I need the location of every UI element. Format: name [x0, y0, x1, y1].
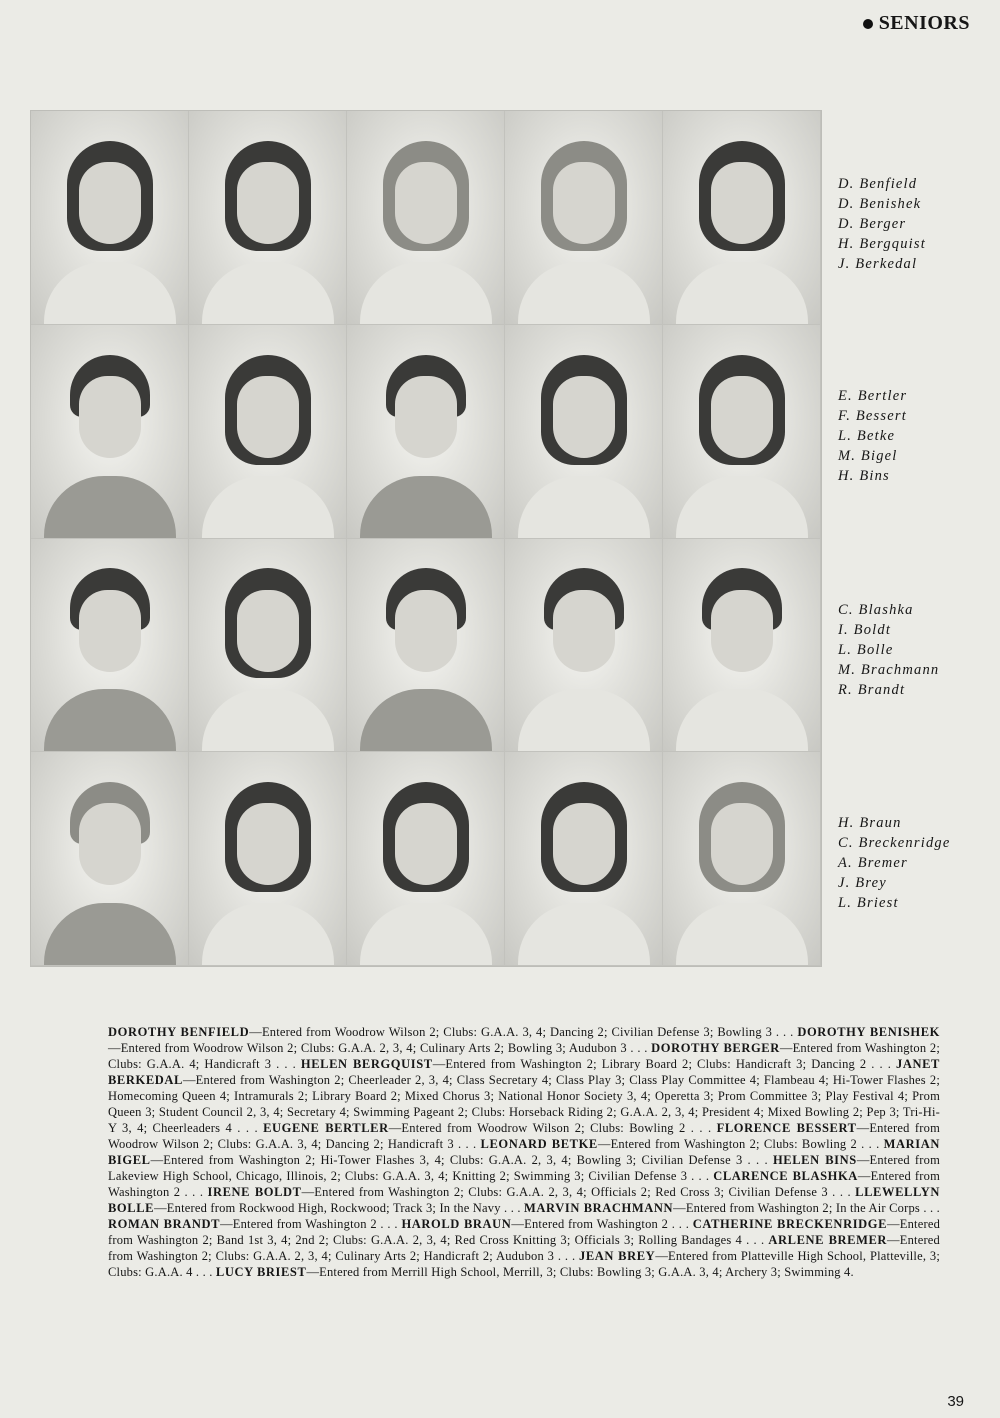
bio-text: —Entered from Washington 2; Band 1st 3, 4; 2nd 2; Clubs: G.A.A. 2, 3, 4; Red Cross Knitting 3; Officials 3; Rolling Bandages 4 . . .	[108, 1217, 941, 1247]
bio-text: —Entered from Woodrow Wilson 2; Clubs: G.A.A. 3, 4; Dancing 2; Handicraft 3 . . .	[108, 1121, 940, 1151]
section-header	[863, 12, 970, 35]
bio-name: LUCY BRIEST	[215, 1265, 307, 1279]
portrait-photo	[505, 539, 663, 753]
bio-name: DOROTHY BENFIELD	[108, 1025, 250, 1039]
bio-name: HAROLD BRAUN	[401, 1217, 512, 1231]
student-name: D. Berger	[838, 216, 907, 232]
student-name: J. Berkedal	[838, 256, 918, 272]
portrait-photo	[347, 539, 505, 753]
bio-text: —Entered from Washington 2; Clubs: G.A.A. 2, 3, 4; Officials 2; Red Cross 3; Civilian Defense 3 . . .	[301, 1185, 851, 1199]
bio-name: EUGENE BERTLER	[263, 1121, 389, 1135]
student-name: I. Boldt	[838, 622, 892, 638]
portrait-photo	[347, 111, 505, 325]
portrait-photo	[31, 325, 189, 539]
bio-name: DOROTHY BERGER	[651, 1041, 780, 1055]
row-names	[838, 386, 907, 486]
bio-text: —Entered from Washington 2; Clubs: G.A.A. 4; Handicraft 3 . . .	[108, 1041, 940, 1071]
bio-text: —Entered from Woodrow Wilson 2; Clubs: G.A.A. 3, 4; Dancing 2; Civilian Defense 3; Bowling 3 . . .	[249, 1025, 794, 1039]
bio-name: JANET BERKEDAL	[108, 1057, 940, 1087]
bio-text: —Entered from Washington 2; Cheerleader 2, 3, 4; Class Secretary 4; Class Play 3; Class Play Committee 4; Flambeau 4; Hi-Tower Flashes 2; Homecoming Queen 4; Intramurals 2; Library Board 2; Mixed Chorus 3; National Honor Society 3, 4; Operetta 3; Prom Committee 3; Play Festival 4; Prom Queen 3; Student Council 2, 3, 4; Secretary 4; Swimming Pageant 2; Clubs: Horseback Riding 2; G.A.A. 2, 3, 4; President 4; Mixed Bowling 2; Pep 3; Tri-Hi-Y 3, 4; Cheerleaders 4 . . .	[108, 1073, 940, 1135]
bio-text: —Entered from Washington 2; Hi-Tower Flashes 3, 4; Clubs: G.A.A. 2, 3, 4; Bowling 3; Civilian Defense 3 . . .	[150, 1153, 768, 1167]
bio-text: —Entered from Merrill High School, Merrill, 3; Clubs: Bowling 3; G.A.A. 3, 4; Archery 3; Swimming 4.	[306, 1265, 854, 1279]
bio-name: DOROTHY BENISHEK	[797, 1025, 940, 1039]
bio-text: —Entered from Washington 2; Clubs: Bowling 2 . . .	[597, 1137, 880, 1151]
bio-text: —Entered from Woodrow Wilson 2; Clubs: G.A.A. 2, 3, 4; Culinary Arts 2; Bowling 3; Audubon 3 . . .	[108, 1041, 648, 1055]
student-name: H. Bins	[838, 468, 890, 484]
bio-text: —Entered from Washington 2; In the Air Corps . . .	[673, 1201, 940, 1215]
bio-name: ARLENE BREMER	[768, 1233, 888, 1247]
student-name: M. Bigel	[838, 448, 898, 464]
bio-text: —Entered from Platteville High School, Platteville, 3; Clubs: G.A.A. 4 . . .	[108, 1249, 941, 1279]
student-name: D. Benfield	[838, 176, 918, 192]
bio-name: LLEWELLYN BOLLE	[108, 1185, 941, 1215]
bio-text: —Entered from Washington 2 . . .	[220, 1217, 398, 1231]
portrait-photo	[663, 752, 821, 966]
row-names	[838, 600, 939, 700]
bio-name: MARVIN BRACHMANN	[524, 1201, 674, 1215]
bio-name: JEAN BREY	[579, 1249, 656, 1263]
portrait-photo	[31, 752, 189, 966]
page-number: 39	[947, 1393, 964, 1410]
bio-name: HELEN BINS	[772, 1153, 857, 1167]
student-name: H. Bergquist	[838, 236, 926, 252]
bio-name: HELEN BERGQUIST	[300, 1057, 433, 1071]
bio-name: CLARENCE BLASHKA	[713, 1169, 858, 1183]
bullet-icon	[863, 19, 873, 29]
student-name: R. Brandt	[838, 682, 906, 698]
portrait-photo	[505, 752, 663, 966]
portrait-photo	[505, 325, 663, 539]
portrait-photo	[505, 111, 663, 325]
student-name: A. Bremer	[838, 855, 908, 871]
row-names	[838, 174, 926, 274]
student-name: D. Benishek	[838, 196, 922, 212]
student-name: H. Braun	[838, 815, 902, 831]
student-name: J. Brey	[838, 875, 887, 891]
student-name: M. Brachmann	[838, 662, 940, 678]
bio-name: LEONARD BETKE	[480, 1137, 598, 1151]
portrait-photo	[347, 752, 505, 966]
portrait-photo	[663, 539, 821, 753]
portrait-grid	[30, 110, 822, 967]
biography-paragraph	[108, 1024, 940, 1280]
student-name: E. Bertler	[838, 388, 908, 404]
bio-name: MARIAN BIGEL	[108, 1137, 940, 1167]
student-name: F. Bessert	[838, 408, 907, 424]
student-name: L. Betke	[838, 428, 896, 444]
portrait-photo	[189, 325, 347, 539]
bio-text: —Entered from Rockwood High, Rockwood; Track 3; In the Navy . . .	[154, 1201, 521, 1215]
student-name: L. Bolle	[838, 642, 894, 658]
bio-text: —Entered from Washington 2 . . .	[511, 1217, 690, 1231]
bio-text: —Entered from Washington 2 . . .	[108, 1169, 941, 1199]
bio-text: —Entered from Woodrow Wilson 2; Clubs: Bowling 2 . . .	[388, 1121, 712, 1135]
section-title: SENIORS	[878, 12, 970, 34]
student-name: L. Briest	[838, 895, 899, 911]
portrait-photo	[347, 325, 505, 539]
portrait-photo	[189, 752, 347, 966]
portrait-photo	[31, 539, 189, 753]
portrait-photo	[31, 111, 189, 325]
portrait-photo	[189, 111, 347, 325]
portrait-photo	[189, 539, 347, 753]
bio-name: ROMAN BRANDT	[108, 1217, 221, 1231]
bio-text: —Entered from Washington 2; Library Board 2; Clubs: Handicraft 3; Dancing 2 . . .	[432, 1057, 892, 1071]
bio-name: FLORENCE BESSERT	[716, 1121, 857, 1135]
bio-text: —Entered from Lakeview High School, Chicago, Illinois, 2; Clubs: G.A.A. 3, 4; Knitting 2; Swimming 3; Civilian Defense 3 . . .	[108, 1153, 941, 1183]
portrait-photo	[663, 325, 821, 539]
bio-name: CATHERINE BRECKENRIDGE	[692, 1217, 888, 1231]
bio-text: —Entered from Washington 2; Clubs: G.A.A. 2, 3, 4; Culinary Arts 2; Handicraft 2; Audubon 3 . . .	[108, 1233, 940, 1263]
student-name: C. Blashka	[838, 602, 914, 618]
portrait-photo	[663, 111, 821, 325]
row-names	[838, 813, 950, 913]
bio-name: IRENE BOLDT	[207, 1185, 302, 1199]
student-name: C. Breckenridge	[838, 835, 951, 851]
